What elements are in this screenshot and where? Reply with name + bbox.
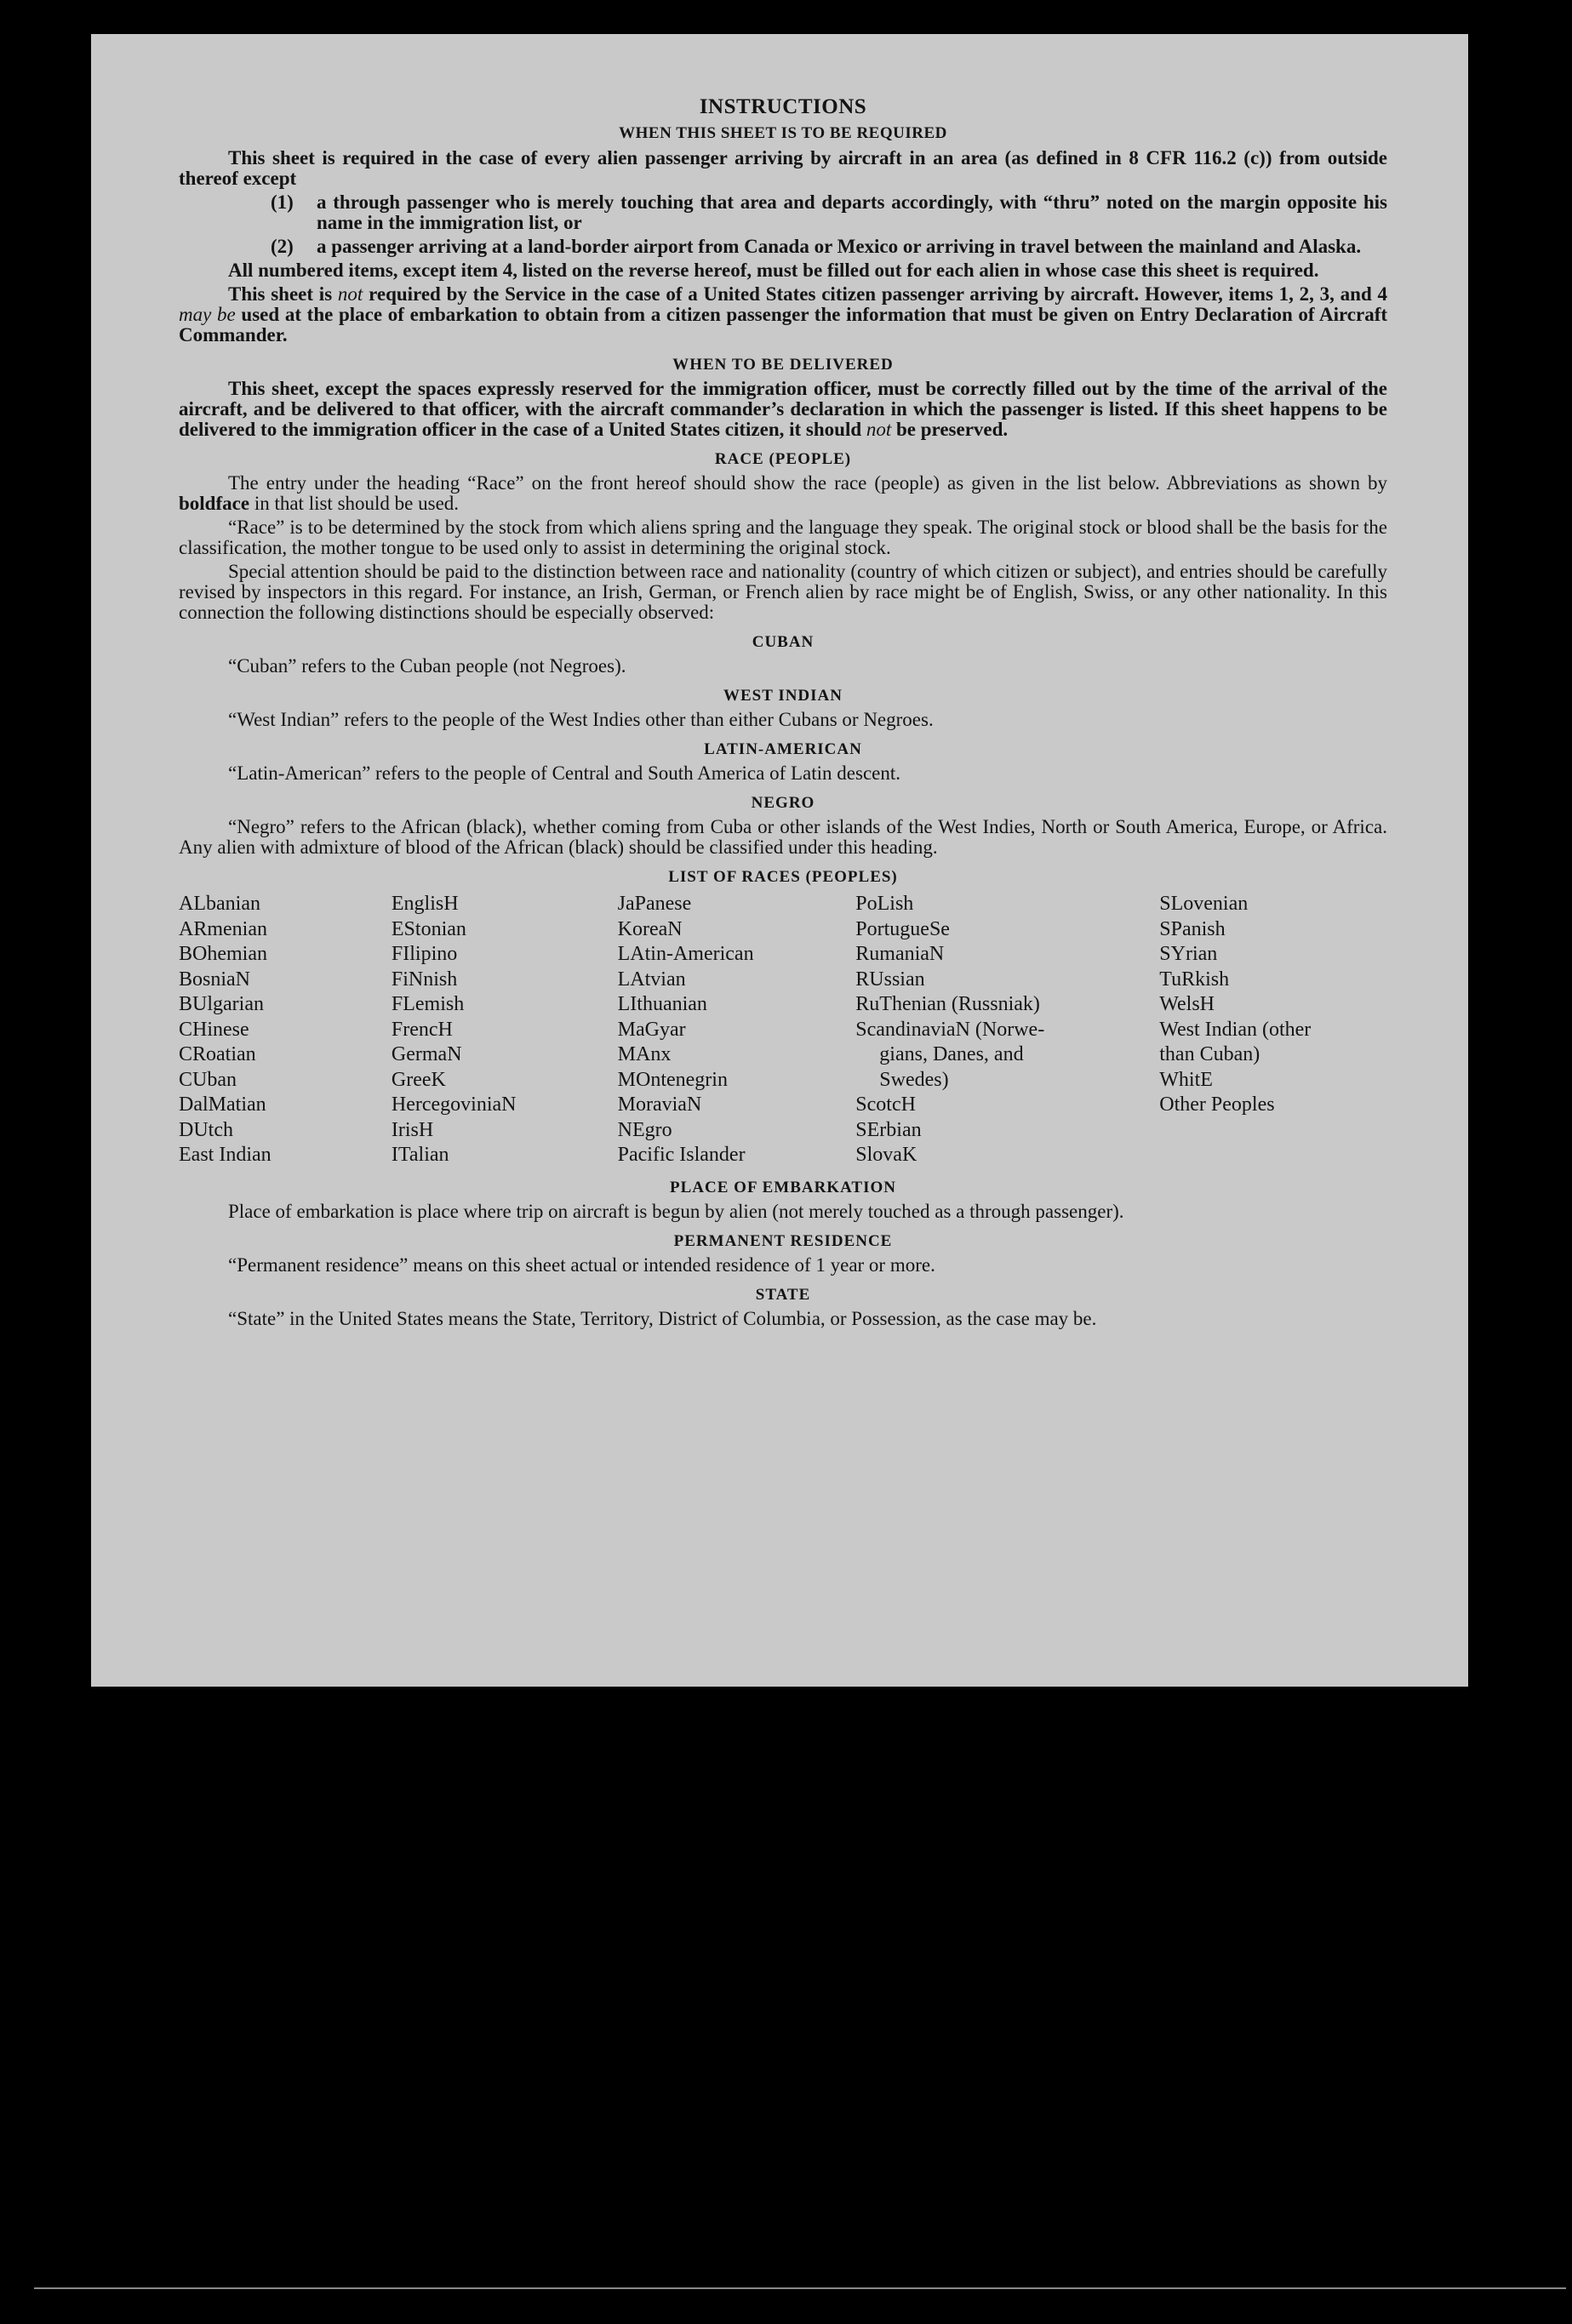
race-entry: MOntenegrin [617,1068,728,1091]
race-entry: East Indian [179,1144,272,1166]
page-title: INSTRUCTIONS [699,95,867,118]
race-column [1159,892,1387,1168]
race-entry: DUtch [179,1118,233,1141]
race-entry: ScandinaviaN (Norwe- [855,1018,1045,1041]
negro-definition: “Negro” refers to the African (black), whether coming from Cuba or other islands of the West Indies, North or South America, Europe, or Africa. Any alien with admixture of blood of the African (black) should be classified under this heading. [179,816,1387,858]
race-column [179,892,392,1168]
when-required-heading: WHEN THIS SHEET IS TO BE REQUIRED [619,124,947,142]
race-list-heading: LIST OF RACES (PEOPLES) [668,868,898,886]
race-entry: TuRkish [1159,968,1230,991]
race-entry: CUban [179,1068,237,1091]
race-entry: RuThenian (Russniak) [855,993,1040,1015]
race-entry: FLemish [391,993,465,1015]
race-entry: MAnx [617,1043,672,1065]
race-paragraph: Special attention should be paid to the distinction between race and nationality (country of which citizen or subject), and entries should be carefully revised by inspectors in this regard. For instance, an Irish, German, or French alien by race might be of English, Swiss, or any other nationality. In this connection the following distinctions should be especially observed: [179,561,1387,623]
residence-definition: “Permanent residence” means on this sheet actual or intended residence of 1 year or more. [228,1253,935,1276]
race-entry: MaGyar [617,1018,686,1041]
race-entry: LAtvian [617,968,686,991]
race-column [618,892,856,1168]
race-entry: BUlgarian [179,993,264,1015]
race-entry: WelsH [1159,993,1215,1015]
when-required-intro: This sheet is required in the case of every alien passenger arriving by aircraft in an area (as defined in 8 CFR 116.2 (c)) from outside thereof except [179,147,1387,189]
race-paragraph: “Race” is to be determined by the stock from which aliens spring and the language they speak. The original stock or blood shall be the basis for the classification, the mother tongue to be used only to assist in determining the original stock. [179,517,1387,558]
race-entry: Pacific Islander [617,1144,746,1166]
state-definition: “State” in the United States means the State, Territory, District of Columbia, or Possession, as the case may be. [228,1307,1097,1329]
citizen-paragraph: This sheet is not required by the Service in the case of a United States citizen passenger arriving by aircraft. However, items 1, 2, 3, and 4 may be used at the place of embarkation to obtain from a citizen passenger the information that must be given on Entry Declaration of Aircraft Commander. [179,283,1388,345]
west-indian-heading: WEST INDIAN [723,687,843,705]
race-entry: RumaniaN [855,943,945,965]
race-entry: DalMatian [179,1093,266,1116]
exception-item [179,237,1387,257]
cuban-definition: “Cuban” refers to the Cuban people (not Negroes). [228,655,626,677]
race-entry: BOhemian [179,943,267,965]
race-entry: EnglisH [391,893,459,915]
delivery-paragraph: This sheet, except the spaces expressly reserved for the immigration officer, must be correctly filled out by the time of the arrival of the aircraft, and be delivered to that officer, with the aircraft commander’s declaration in which the passenger is listed. If this sheet happens to be delivered to the immigration officer in the case of a United States citizen, it should not be preserved. [179,378,1387,440]
race-list [179,892,1387,1168]
numbered-items-paragraph: All numbered items, except item 4, listed on the reverse hereof, must be filled out for each alien in whose case this sheet is required. [228,260,1319,281]
race-entry: ARmenian [179,917,267,940]
race-entry: RUssian [855,968,925,991]
race-entry: KoreaN [617,917,683,940]
exception-number: (1) [271,191,294,213]
latin-american-heading: LATIN-AMERICAN [704,740,862,758]
embarkation-definition: Place of embarkation is place where trip on aircraft is begun by alien (not merely touched as a through passenger). [228,1200,1124,1222]
exception-number: (2) [271,236,294,257]
exception-text: a through passenger who is merely touching that area and departs accordingly, with “thru” noted on the margin opposite his name in the immigration list, or [317,191,1387,233]
exception-item [179,192,1387,233]
race-entry: SErbian [855,1118,922,1141]
race-entry: SLovenian [1159,893,1249,915]
instruction-sheet [91,34,1468,1687]
exception-text: a passenger arriving at a land-border airport from Canada or Mexico or arriving in travel between the mainland and Alaska. [317,236,1362,257]
negro-heading: NEGRO [751,794,815,812]
race-entry: SYrian [1159,943,1218,965]
race-entry: WhitE [1159,1068,1213,1091]
state-heading: STATE [755,1285,811,1304]
race-entry: GreeK [391,1068,446,1091]
race-entry: BosniaN [179,968,250,991]
race-entry: PoLish [855,893,914,915]
race-entry: FIlipino [391,943,458,965]
race-entry: IrisH [391,1118,434,1141]
race-entry: Swedes) [879,1068,949,1091]
delivery-heading: WHEN TO BE DELIVERED [672,356,894,374]
race-column [392,892,618,1168]
race-entry: FiNnish [391,968,458,991]
race-entry: JaPanese [617,893,692,915]
race-entry: EStonian [391,917,466,940]
latin-american-definition: “Latin-American” refers to the people of Central and South America of Latin descent. [228,762,900,784]
race-entry: SPanish [1159,917,1226,940]
residence-heading: PERMANENT RESIDENCE [673,1231,893,1250]
race-entry: HercegoviniaN [391,1093,517,1116]
race-entry: MoraviaN [617,1093,702,1116]
race-column [855,892,1159,1168]
race-paragraph: The entry under the heading “Race” on the front hereof should show the race (people) as given in the list below. Abbreviations as shown by boldface in that list should be used. [179,472,1387,514]
race-heading: RACE (PEOPLE) [714,450,852,468]
race-entry: NEgro [617,1118,672,1141]
embarkation-heading: PLACE OF EMBARKATION [670,1178,896,1196]
cuban-heading: CUBAN [752,633,815,651]
race-entry: LIthuanian [617,993,707,1015]
race-entry: SlovaK [855,1144,917,1166]
race-entry: Other Peoples [1159,1093,1275,1116]
race-entry: CRoatian [179,1043,256,1065]
race-entry: West Indian (other [1159,1018,1312,1041]
race-entry: FrencH [391,1018,453,1041]
race-entry: GermaN [391,1043,462,1065]
race-entry: than Cuban) [1159,1043,1260,1065]
race-entry: ScotcH [855,1093,916,1116]
race-entry: ALbanian [179,893,260,915]
race-entry: LAtin-American [617,943,754,965]
west-indian-definition: “West Indian” refers to the people of the West Indies other than either Cubans or Negroes. [228,709,934,730]
race-entry: gians, Danes, and [879,1043,1024,1065]
race-entry: ITalian [391,1144,449,1166]
race-entry: CHinese [179,1018,249,1041]
bottom-rule [34,2287,1566,2289]
race-entry: PortugueSe [855,917,950,940]
